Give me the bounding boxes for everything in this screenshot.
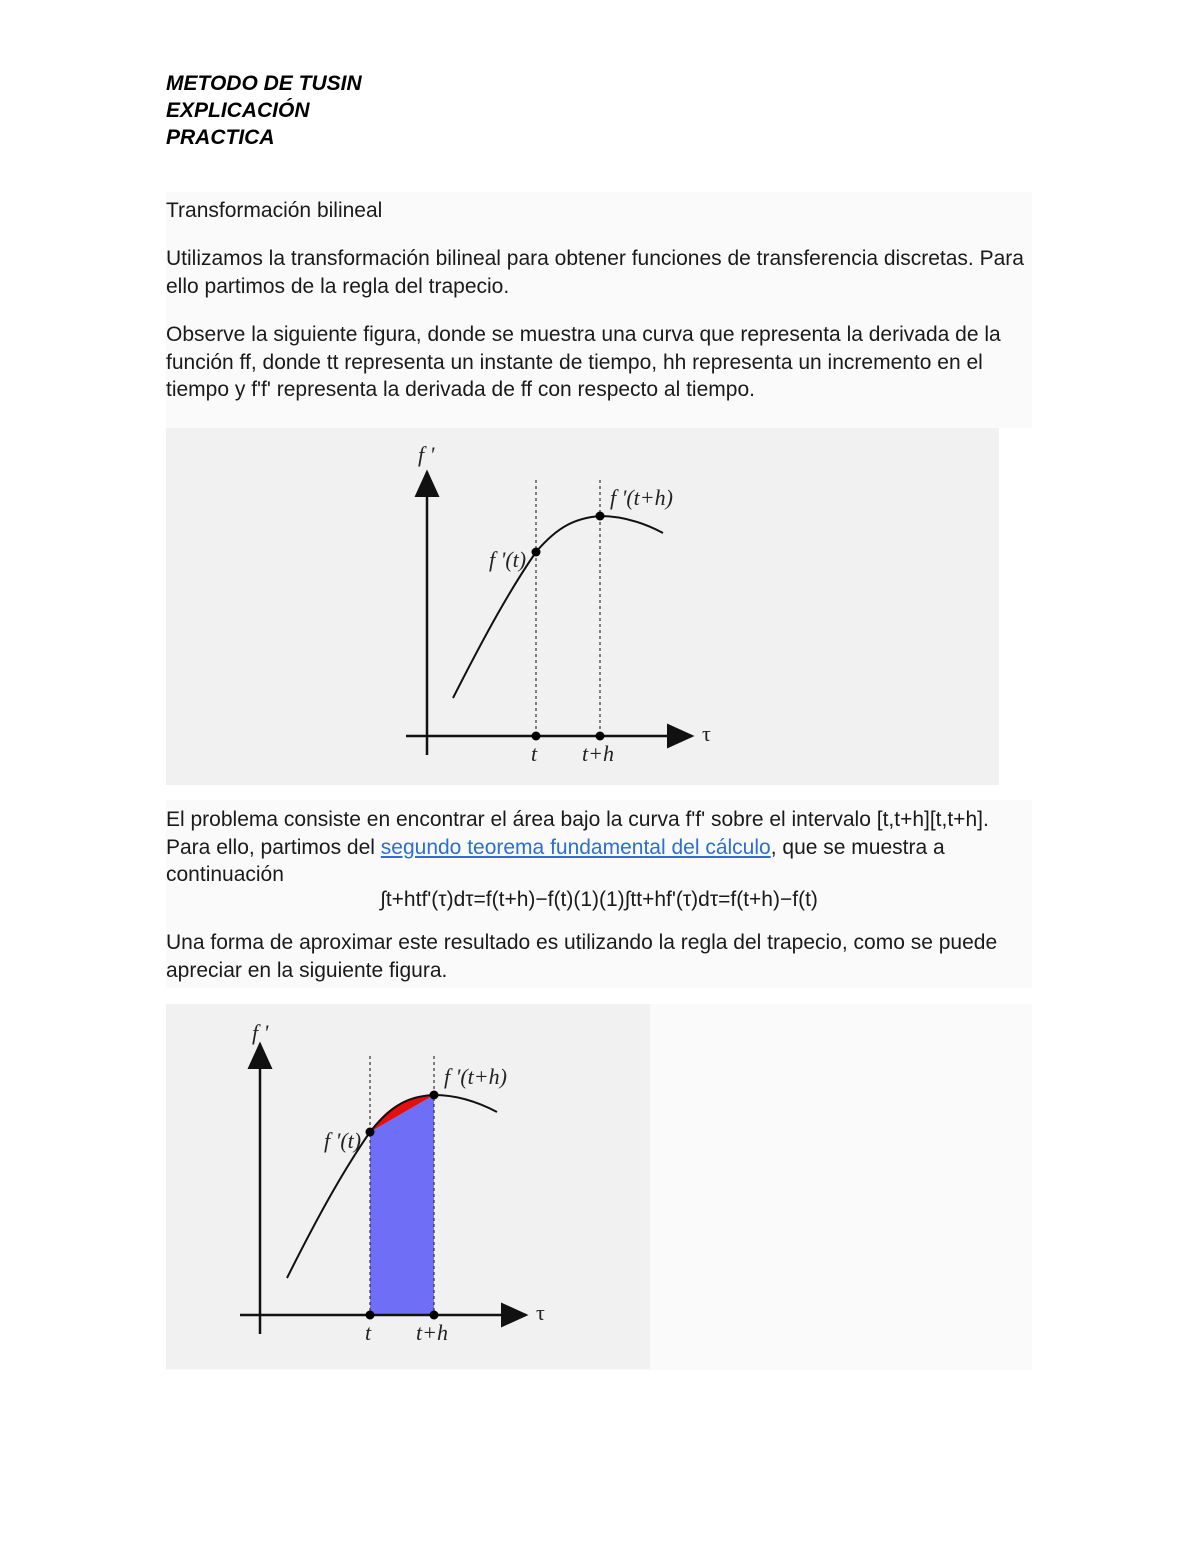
point-f-t-h [430, 1091, 439, 1100]
tick-point-t [366, 1311, 375, 1320]
point-f-t-h [596, 512, 605, 521]
tick-label-t-h: t+h [416, 1320, 448, 1345]
paragraph-observe: Observe la siguiente figura, donde se muestra una curva que representa la derivada de la función ff, donde tt representa un instante de tiempo, hh representa un incremento en el tiempo y f'f' representa la derivada de ff con respecto al tiempo. [166, 323, 1001, 401]
heading-line-3: PRACTICA [166, 126, 275, 149]
paragraph-trapezoid: Una forma de aproximar este resultado es utilizando la regla del trapecio, como se puede apreciar en la siguiente figura. [166, 931, 998, 982]
y-axis-label: f ' [252, 1020, 269, 1045]
formula-integral: ∫t+htf'(τ)dτ=f(t+h)−f(t)(1)(1)∫tt+hf'(τ)dτ=f(t+h)−f(t) [380, 888, 818, 911]
paragraph-problem-tail: , que se muestra a continuación [166, 835, 945, 886]
point-label-f-t: f '(t) [324, 1128, 362, 1153]
x-axis-label: τ [536, 1300, 545, 1325]
section-title: Transformación bilineal [166, 199, 383, 222]
heading-line-1: METODO DE TUSIN [166, 72, 362, 95]
figure-trapezoid-rule [166, 1004, 650, 1369]
heading-line-2: EXPLICACIÓN [166, 99, 310, 122]
point-f-t [532, 548, 541, 557]
derivative-curve [453, 516, 663, 698]
tick-label-t: t [365, 1320, 372, 1345]
point-label-f-t-h: f '(t+h) [444, 1064, 507, 1089]
figure-derivative-curve [166, 428, 999, 785]
point-label-f-t-h: f '(t+h) [610, 485, 673, 510]
tick-point-t-h [430, 1311, 439, 1320]
point-label-f-t: f '(t) [489, 547, 527, 572]
tick-label-t: t [531, 741, 538, 766]
tick-label-t-h: t+h [582, 741, 614, 766]
tick-point-t-h [596, 732, 605, 741]
paragraph-problem [166, 806, 1032, 889]
tick-point-t [532, 732, 541, 741]
x-axis-label: τ [702, 721, 711, 746]
trapezoid-area [370, 1095, 434, 1315]
paragraph-intro: Utilizamos la transformación bilineal para obtener funciones de transferencia discretas. Para ello partimos de la regla del trapecio. [166, 247, 1024, 298]
theorem-link[interactable]: segundo teorema fundamental del cálculo [380, 835, 771, 859]
point-f-t [366, 1128, 375, 1137]
y-axis-label: f ' [418, 442, 435, 467]
paragraph-problem-text: El problema consiste en encontrar el área bajo la curva f'f' sobre el intervalo [t,t+h][t,t+h]. Para ello, partimos del [166, 808, 989, 859]
